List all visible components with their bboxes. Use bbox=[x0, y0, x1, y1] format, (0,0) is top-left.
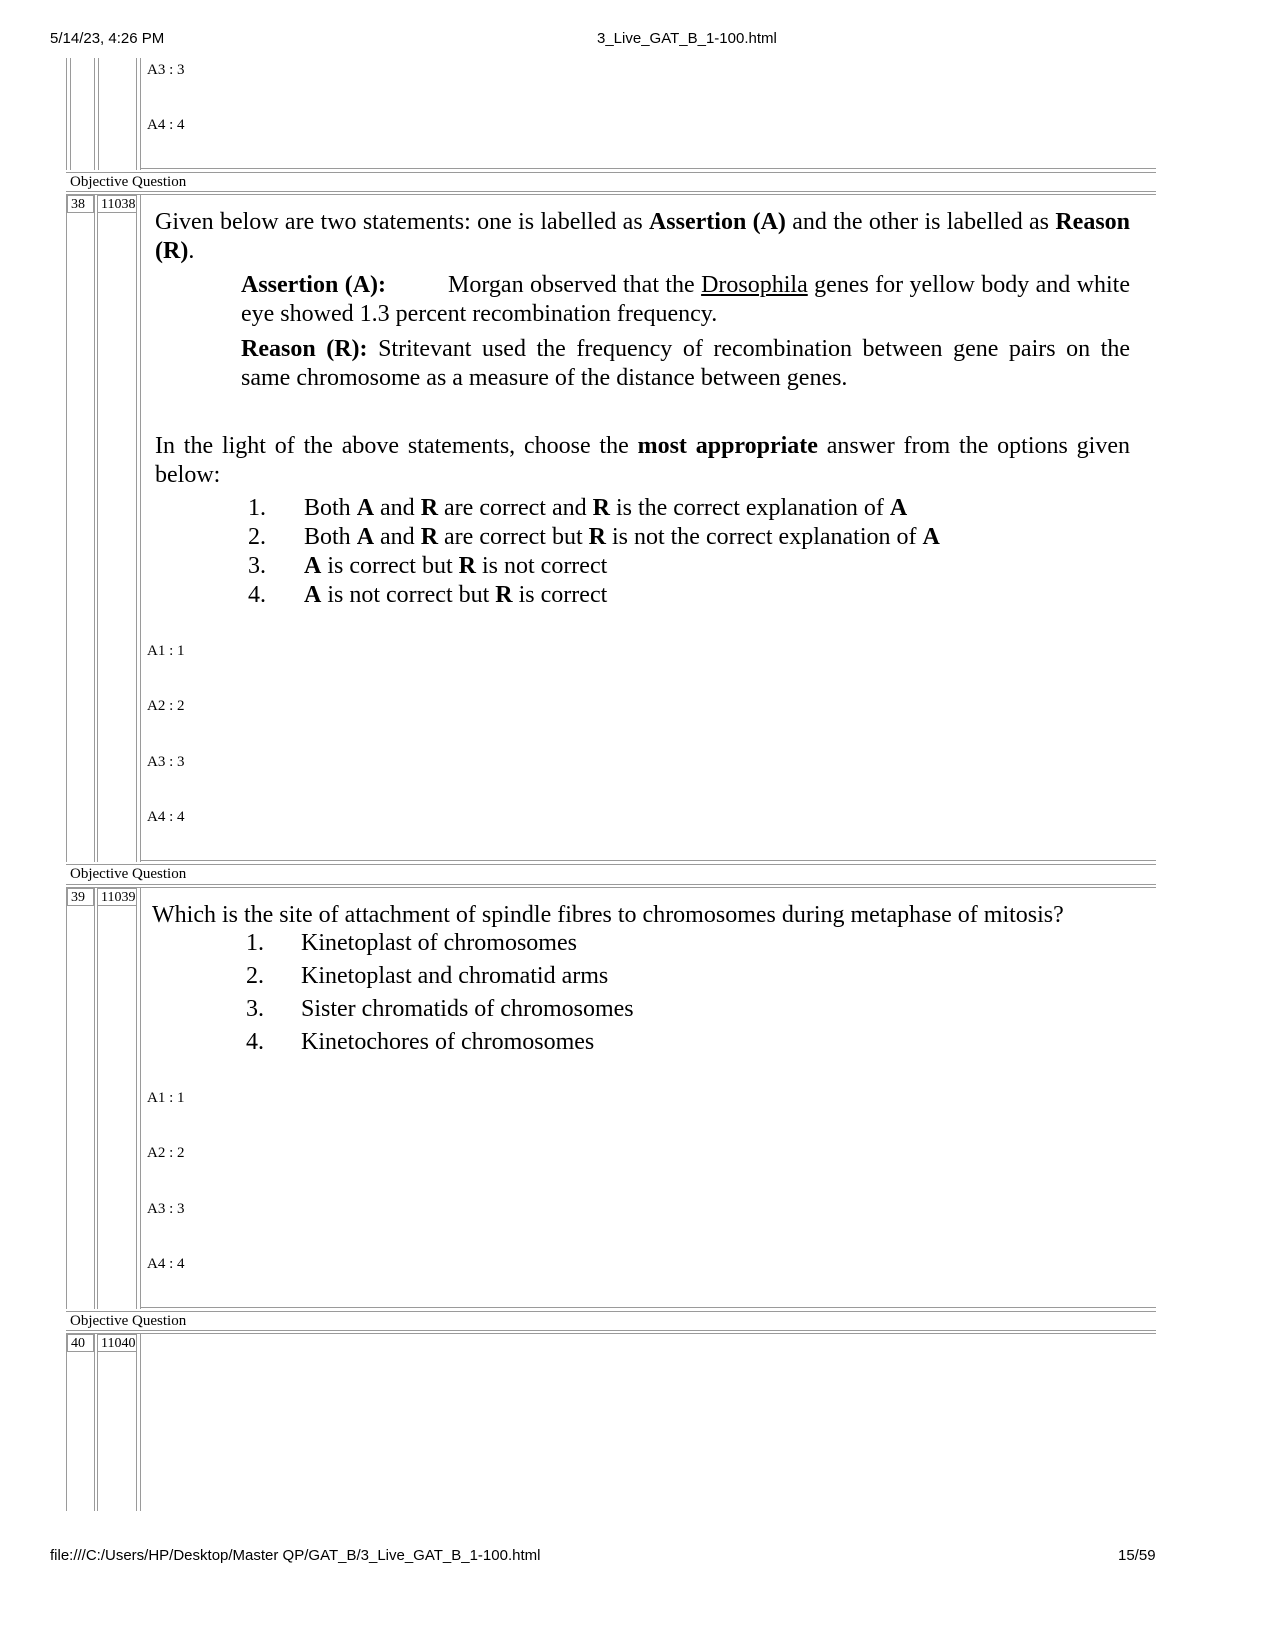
option-text: Both A and R are correct but R is not the correct explanation of A bbox=[304, 524, 940, 550]
table-border bbox=[140, 195, 141, 862]
table-border bbox=[140, 1307, 1156, 1308]
assertion-statement: Assertion (A): Morgan observed that the Drosophila genes for yellow body and white eye showed 1.3 percent recombination frequency. bbox=[241, 272, 1131, 327]
table-border bbox=[97, 888, 98, 1309]
option-item bbox=[246, 1028, 634, 1061]
option-text: Both A and R are correct and R is the correct explanation of A bbox=[304, 495, 908, 521]
option-item bbox=[248, 581, 940, 610]
option-number: 4. bbox=[246, 1029, 264, 1055]
table-border bbox=[66, 58, 67, 170]
option-item bbox=[248, 552, 940, 581]
option-number: 3. bbox=[248, 553, 266, 579]
option-item bbox=[246, 995, 634, 1028]
table-border bbox=[140, 860, 1156, 861]
table-border bbox=[140, 1334, 141, 1511]
table-border bbox=[94, 58, 95, 170]
question-number: 39 bbox=[67, 888, 94, 906]
table-border bbox=[140, 888, 141, 1309]
table-border bbox=[136, 195, 137, 862]
section-label: Objective Question bbox=[70, 1313, 187, 1329]
question-id: 11039 bbox=[97, 888, 137, 906]
table-border bbox=[98, 58, 99, 170]
print-file-path: file:///C:/Users/HP/Desktop/Master QP/GAT_B/3_Live_GAT_B_1-100.html bbox=[50, 1547, 541, 1564]
table-border bbox=[66, 887, 67, 1309]
option-text: Kinetoplast and chromatid arms bbox=[301, 963, 609, 989]
option-number: 4. bbox=[248, 582, 266, 608]
answer-option: A3 : 3 bbox=[147, 754, 185, 770]
print-doc-title: 3_Live_GAT_B_1-100.html bbox=[597, 30, 777, 47]
option-text: Kinetoplast of chromosomes bbox=[301, 930, 577, 956]
option-number: 3. bbox=[246, 996, 264, 1022]
section-label: Objective Question bbox=[70, 866, 187, 882]
options-list bbox=[248, 494, 940, 610]
table-border bbox=[97, 195, 98, 862]
answer-option: A4 : 4 bbox=[147, 1256, 185, 1272]
table-border bbox=[66, 194, 1156, 195]
table-border bbox=[94, 1334, 95, 1511]
table-border bbox=[66, 172, 1156, 173]
table-border bbox=[136, 58, 137, 170]
option-number: 2. bbox=[248, 524, 266, 550]
answer-option: A4 : 4 bbox=[147, 809, 185, 825]
table-border bbox=[66, 194, 67, 862]
option-item bbox=[246, 929, 634, 962]
option-text: Sister chromatids of chromosomes bbox=[301, 996, 634, 1022]
option-text: A is not correct but R is correct bbox=[304, 582, 608, 608]
options-list bbox=[246, 929, 634, 1061]
table-border bbox=[66, 1333, 67, 1511]
table-border bbox=[66, 864, 1156, 865]
print-datetime: 5/14/23, 4:26 PM bbox=[50, 30, 165, 47]
table-border bbox=[66, 1311, 1156, 1312]
option-number: 1. bbox=[246, 930, 264, 956]
question-id: 11038 bbox=[97, 195, 137, 213]
answer-option: A4 : 4 bbox=[147, 117, 185, 133]
reason-statement: Reason (R): Stritevant used the frequency of recombination between gene pairs on the same chromosome as a measure of the distance between genes. bbox=[241, 336, 1130, 391]
answer-option: A2 : 2 bbox=[147, 698, 185, 714]
table-border bbox=[94, 195, 95, 862]
table-border bbox=[66, 1333, 1156, 1334]
question-number: 38 bbox=[67, 195, 94, 213]
table-border bbox=[94, 888, 95, 1309]
table-border bbox=[66, 191, 1156, 192]
table-border bbox=[70, 58, 71, 170]
answer-option: A3 : 3 bbox=[147, 62, 185, 78]
question-id: 11040 bbox=[97, 1334, 137, 1352]
answer-option: A1 : 1 bbox=[147, 643, 185, 659]
question-intro: Given below are two statements: one is labelled as Assertion (A) and the other is labelled as Reason (R). bbox=[155, 209, 1130, 264]
question-text: Which is the site of attachment of spindle fibres to chromosomes during metaphase of mitosis? bbox=[152, 902, 1064, 928]
answer-option: A1 : 1 bbox=[147, 1090, 185, 1106]
section-label: Objective Question bbox=[70, 174, 187, 190]
table-border bbox=[66, 887, 1156, 888]
option-text: Kinetochores of chromosomes bbox=[301, 1029, 595, 1055]
option-item bbox=[246, 962, 634, 995]
question-prompt: In the light of the above statements, choose the most appropriate answer from the options given below: bbox=[155, 433, 1130, 488]
answer-option: A3 : 3 bbox=[147, 1201, 185, 1217]
option-text: A is correct but R is not correct bbox=[304, 553, 608, 579]
table-border bbox=[66, 884, 1156, 885]
question-number: 40 bbox=[67, 1334, 94, 1352]
print-page-number: 15/59 bbox=[1118, 1547, 1156, 1564]
option-number: 2. bbox=[246, 963, 264, 989]
table-border bbox=[140, 58, 141, 170]
table-border bbox=[66, 1330, 1156, 1331]
answer-option: A2 : 2 bbox=[147, 1145, 185, 1161]
table-border bbox=[140, 168, 1156, 169]
option-item bbox=[248, 523, 940, 552]
option-item bbox=[248, 494, 940, 523]
table-border bbox=[136, 888, 137, 1309]
option-number: 1. bbox=[248, 495, 266, 521]
table-border bbox=[97, 1334, 98, 1511]
table-border bbox=[136, 1334, 137, 1511]
